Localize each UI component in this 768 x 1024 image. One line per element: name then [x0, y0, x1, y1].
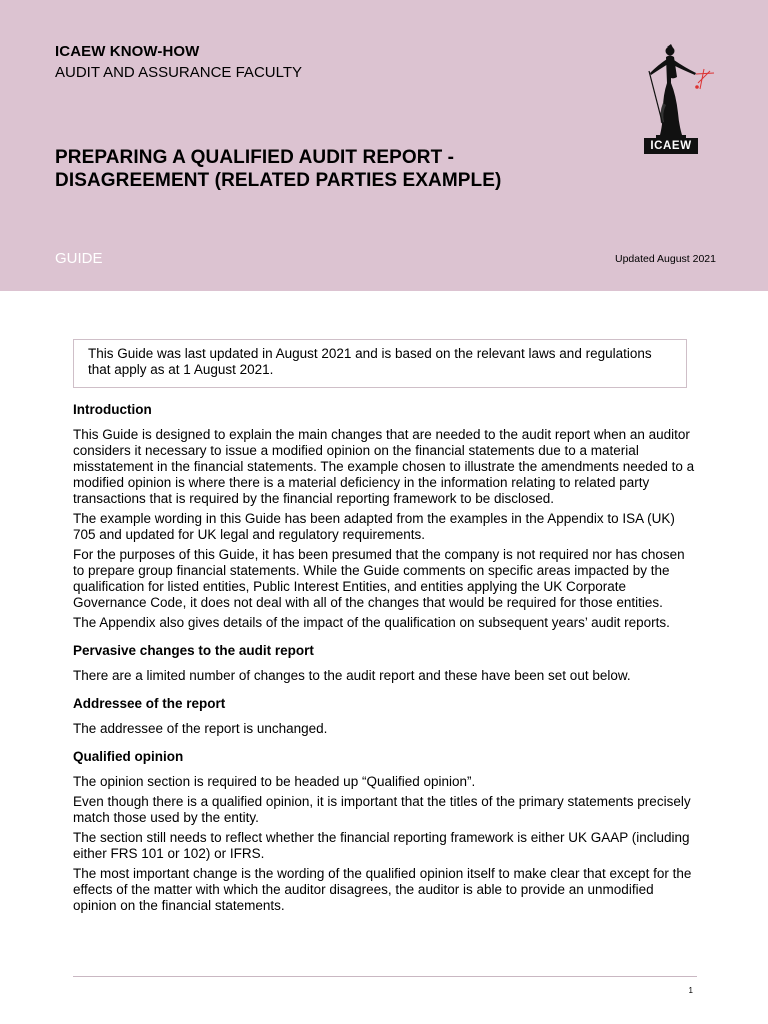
paragraph: The addressee of the report is unchanged.: [73, 721, 328, 736]
figure-icon: [640, 43, 716, 139]
updated-date: Updated August 2021: [614, 253, 716, 265]
faculty-name: AUDIT AND ASSURANCE FACULTY: [55, 64, 303, 81]
page-number: 1: [688, 986, 693, 995]
brand-name: ICAEW KNOW-HOW: [55, 43, 200, 60]
paragraph: There are a limited number of changes to the audit report and these have been set out below.: [73, 668, 631, 683]
header-band: [0, 0, 768, 291]
paragraph: The section still needs to reflect whether the financial reporting framework is either UK GAAP (including either FRS 101 or 102) or IFRS.: [73, 830, 690, 861]
paragraph: For the purposes of this Guide, it has been presumed that the company is not required nor has chosen to prepare group financial statements. While the Guide comments on specific areas impacted by the qualification for listed entities, Public Interest Entities, and entities applying the UK Corporate Governance Code, it does not deal with all of the changes that would be required for those entities.: [73, 547, 685, 610]
section-heading-introduction: Introduction: [73, 402, 152, 417]
logo-wordmark: ICAEW: [644, 138, 698, 154]
doc-type-label: GUIDE: [55, 250, 103, 267]
footer-divider: [73, 976, 697, 977]
paragraph: Even though there is a qualified opinion, it is important that the titles of the primary statements precisely match those used by the entity.: [73, 794, 691, 825]
section-heading-addressee: Addressee of the report: [73, 696, 226, 711]
title-line-1: PREPARING A QUALIFIED AUDIT REPORT -: [55, 147, 455, 168]
paragraph: The example wording in this Guide has been adapted from the examples in the Appendix to ISA (UK) 705 and updated for UK legal and regulatory requirements.: [73, 511, 675, 542]
paragraph: The Appendix also gives details of the impact of the qualification on subsequent years’ audit reports.: [73, 615, 670, 630]
page-title: [55, 146, 635, 192]
update-notice-box: This Guide was last updated in August 2021 and is based on the relevant laws and regulations that apply as at 1 August 2021.: [73, 339, 687, 388]
section-heading-qualified-opinion: Qualified opinion: [73, 749, 184, 764]
paragraph: The opinion section is required to be headed up “Qualified opinion”.: [73, 774, 476, 789]
paragraph: The most important change is the wording of the qualified opinion itself to make clear that except for the effects of the matter with which the auditor disagrees, the auditor is able to provide an unmodified opinion on the financial statements.: [73, 866, 692, 913]
title-line-2: DISAGREEMENT (RELATED PARTIES EXAMPLE): [55, 170, 502, 191]
main-content: [73, 402, 697, 918]
paragraph: This Guide is designed to explain the main changes that are needed to the audit report when an auditor considers it necessary to issue a modified opinion on the financial statements due to a material misstatement in the financial statements. The example chosen to illustrate the amendments needed to a modified opinion is where there is a material deficiency in the information relating to related party transactions that is required by the financial reporting framework to be disclosed.: [73, 427, 695, 506]
icaew-logo: [640, 43, 716, 158]
section-heading-pervasive: Pervasive changes to the audit report: [73, 643, 314, 658]
